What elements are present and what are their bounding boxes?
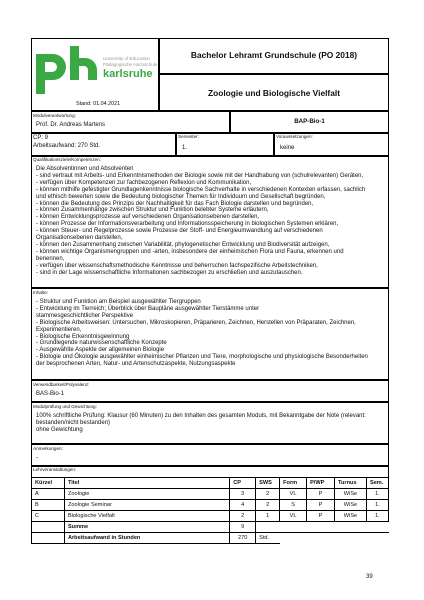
qualification-line: und ethisch bewerten sowie die Bedeutung biologischer Themen für Individuum und Gesellschaft begründen, [36, 193, 326, 200]
qualification-line: Die Absolventinnen und Absolventen [36, 166, 134, 172]
cell-kuerzel: B [32, 500, 65, 511]
qualifications-list [36, 166, 388, 277]
table-row [32, 511, 389, 522]
qualification-line: - sind in der Lage wissenschaftliche Informationen sachbezogen zu erschließen und auszutauschen. [36, 269, 303, 276]
cell-turnus: WiSe [335, 511, 367, 522]
sum-value: 9 [230, 522, 256, 533]
usability-label: Verwendbarkeit/Polyvalenz: [33, 382, 90, 387]
cp-value: CP: 9 [33, 135, 49, 141]
qualification-line: Organisationsebenen darstellen, [36, 235, 123, 242]
qualification-line: - können Steuer- und Regelprozesse sowie Prozesse der Stoff- und Energieumwandlung auf verschiedenen [36, 228, 323, 235]
contents-label: Inhalte: [33, 290, 49, 295]
cell-turnus: WiSe [335, 500, 367, 511]
responsible-label: Modulverantwortung: [33, 113, 76, 118]
cell-titel: Biologische Vielfalt [64, 511, 229, 522]
workload-hours: 270 [230, 533, 256, 544]
qualification-line: - verfügen über Kompetenzen zur fachbezogenen Reflexion und Kommunikation, [36, 179, 252, 186]
content-line: - Grundlegende naturwissenschaftliche Konzepte [36, 340, 167, 347]
remarks-box [31, 444, 389, 466]
logo-brand: karlsruhe [103, 68, 153, 80]
cell-kuerzel: A [32, 489, 65, 500]
table-row [32, 489, 389, 500]
workload-row [32, 533, 389, 544]
prereq-value: keine [280, 145, 295, 151]
workload-label: Arbeitsaufwand in Stunden [64, 533, 229, 544]
exam-text [36, 413, 388, 434]
header-form: Form [280, 478, 307, 489]
semester-value: 1. [182, 145, 188, 151]
content-line: - Ausgewählte Aspekte der allgemeinen Biologie [36, 347, 165, 354]
page-number: 39 [366, 574, 373, 580]
cell-sem: 1. [366, 500, 388, 511]
semester-label: Semester: [178, 134, 199, 139]
content-line: - Entwicklung im Tierreich; Überblick über Baupläne ausgewählter Tierstämme unter [36, 305, 260, 312]
header-turnus: Turnus [335, 478, 367, 489]
header-sws: SWS [256, 478, 280, 489]
module-code: BAP-Bio-1 [294, 118, 325, 125]
exam-line: bestanden/nicht bestanden) [36, 419, 111, 426]
cell-form: VL [280, 489, 307, 500]
qualification-line: - können mithilfe gefestigter Grundlagenkenntnisse biologische Sachverhalte in verschiedenen Kontexten erfassen, sachlich [36, 186, 366, 193]
ph-logo-icon [34, 44, 104, 96]
cell-titel: Zoologie [64, 489, 229, 500]
header-cp: CP [230, 478, 256, 489]
cell-cp: 4 [230, 500, 256, 511]
workload-unit: Std. [256, 533, 280, 544]
program-title: Bachelor Lehramt Grundschule (PO 2018) [190, 50, 358, 60]
logo-line1: University of Education [103, 56, 150, 61]
contents-list [36, 299, 388, 368]
remarks-value: - [36, 455, 38, 461]
table-header-row [32, 478, 389, 489]
content-line: - Struktur und Funktion am Beispiel ausgewählter Tiergruppen [36, 299, 201, 305]
cell-pwp: P [307, 500, 335, 511]
cell-sws: 2 [256, 489, 280, 500]
logo-line2: Pädagogische Hochschule [103, 62, 158, 67]
qualification-line: - können wichtige Organismengruppen und -arten, insbesondere der einheimischen Flora und Fauna, erkennen und [36, 248, 344, 255]
exam-line: 100% schriftliche Prüfung: Klausur (60 Minuten) zu den Inhalten des gesamten Moduls, mit Bekanntgabe der Note (relevant: [36, 413, 366, 419]
sum-label: Summe [64, 522, 229, 533]
content-line: der besprochenen Arten, Natur- und Artenschutzaspekte, Nutzungsaspekte [36, 361, 236, 368]
qualification-line: - sind vertraut mit Arbeits- und Erkenntnismethoden der Biologie sowie mit der Handhabung von (schulrelevanten) Geräten, [36, 172, 364, 179]
qualification-line: benennen, [36, 255, 65, 262]
content-line: - Biologie und Ökologie ausgewählter einheimischer Pflanzen und Tiere, morphologische und physiologische Besonderheiten [36, 354, 368, 361]
qualification-line: - können den Zusammenhang zwischen Variabilität, phylogenetischer Entwicklung und Biodiversität aufzeigen, [36, 241, 330, 248]
remarks-label: Anmerkungen: [33, 446, 63, 451]
exam-line: ohne Gewichtung [36, 426, 83, 433]
qualification-line: - können die Bedeutung des Prinzips der Nachhaltigkeit für das Fach Biologie darstellen und begründen, [36, 200, 314, 207]
qualification-line: - können Entwicklungsprozesse auf verschiedenen Organisationsebenen darstellen, [36, 214, 260, 221]
stand-date: Stand: 01.04.2021 [76, 101, 121, 107]
header-kuerzel: Kürzel [32, 478, 65, 489]
cell-pwp: P [307, 489, 335, 500]
header-sem: Sem. [366, 478, 388, 489]
cell-sws: 1 [256, 511, 280, 522]
qualifications-label: Qualifikationsziele/Kompetenzen: [33, 157, 101, 162]
content-line: Experimentieren, [36, 326, 82, 333]
workload-value: Arbeitsaufwand: 270 Std. [33, 143, 101, 149]
cell-form: S [280, 500, 307, 511]
sum-row [32, 522, 389, 533]
responsible-value: Prof. Dr. Andreas Martens [36, 122, 106, 128]
usability-value: BAS-Bio-1 [36, 391, 65, 397]
cell-kuerzel: C [32, 511, 65, 522]
cell-turnus: WiSe [335, 489, 367, 500]
cell-sws: 2 [256, 500, 280, 511]
prereq-label: Voraussetzungen: [276, 134, 313, 139]
cell-sem: 1. [366, 489, 388, 500]
cell-cp: 3 [230, 489, 256, 500]
qualification-line: - können Prozesse der Informationsverarbeitung und Informationsspeicherung in biologischen Systemen erklären, [36, 221, 339, 228]
courses-table [31, 477, 389, 544]
cell-sem: 1. [366, 511, 388, 522]
content-line: - Biologische Arbeitsweisen: Untersuchen, Mikroskopieren, Präparieren, Zeichnen, Herstellen von Präparaten, Zeichnen, [36, 319, 356, 326]
qualification-line: - können Zusammenhänge zwischen Struktur und Funktion belebter Systeme erläutern, [36, 207, 269, 214]
content-line: stammesgeschichtlicher Perspektive [36, 312, 134, 319]
cell-form: VL [280, 511, 307, 522]
cell-cp: 2 [230, 511, 256, 522]
exam-label: Modulprüfung und Gewichtung: [33, 404, 97, 409]
qualification-line: - verfügen über wissenschaftsmethodische Kenntnisse und beherrschen fachspezifische Arbeitstechniken, [36, 262, 318, 269]
content-line: - Biologische Erkenntnisgewinnung [36, 333, 130, 340]
header-pwp: P/WP [307, 478, 335, 489]
cell-pwp: P [307, 511, 335, 522]
header-titel: Titel [64, 478, 229, 489]
cell-titel: Zoologie Seminar [64, 500, 229, 511]
courses-box [31, 466, 389, 477]
courses-label: Lehrveranstaltungen: [33, 467, 77, 472]
table-row [32, 500, 389, 511]
module-title: Zoologie und Biologische Vielfalt [208, 88, 340, 98]
